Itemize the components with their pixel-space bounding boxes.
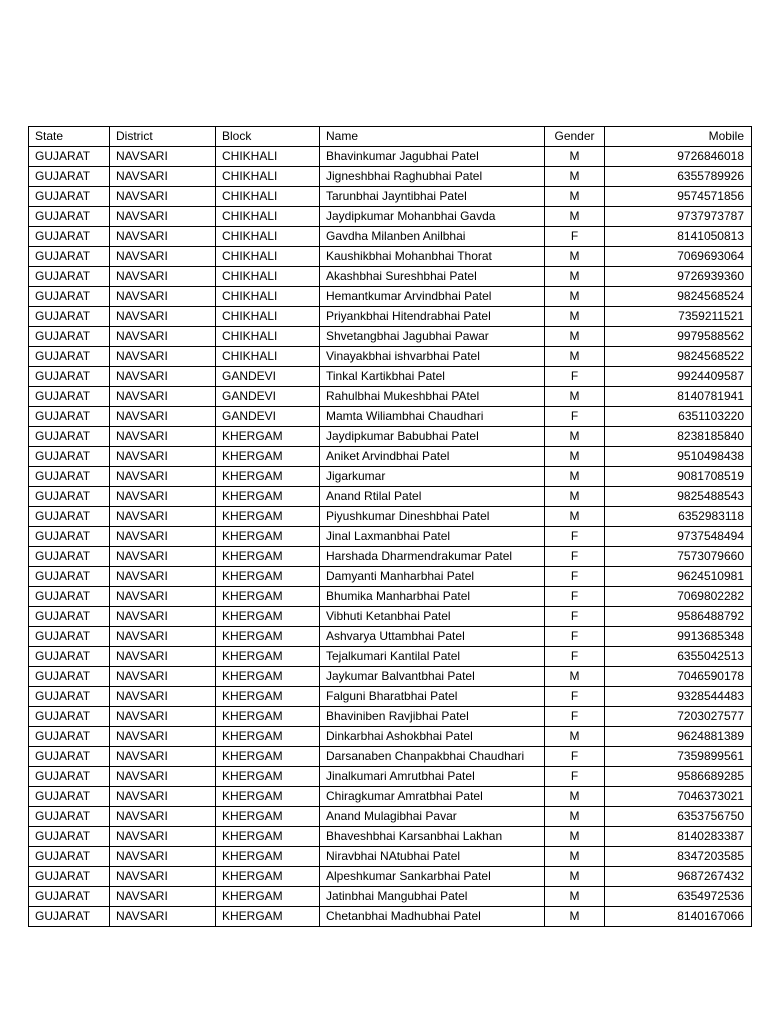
cell-mobile: 9825488543 xyxy=(605,487,752,507)
cell-block: KHERGAM xyxy=(216,707,320,727)
table-row xyxy=(29,807,752,827)
cell-gender: M xyxy=(545,147,605,167)
cell-state: GUJARAT xyxy=(29,447,110,467)
cell-district: NAVSARI xyxy=(110,147,216,167)
cell-state: GUJARAT xyxy=(29,787,110,807)
cell-name: Bhavinkumar Jagubhai Patel xyxy=(320,147,545,167)
cell-gender: M xyxy=(545,827,605,847)
cell-gender: F xyxy=(545,707,605,727)
cell-mobile: 9824568522 xyxy=(605,347,752,367)
cell-district: NAVSARI xyxy=(110,727,216,747)
cell-name: Jinalkumari Amrutbhai Patel xyxy=(320,767,545,787)
cell-name: Jaykumar Balvantbhai Patel xyxy=(320,667,545,687)
cell-state: GUJARAT xyxy=(29,427,110,447)
cell-block: KHERGAM xyxy=(216,547,320,567)
cell-mobile: 9726939360 xyxy=(605,267,752,287)
cell-gender: M xyxy=(545,787,605,807)
cell-mobile: 7046373021 xyxy=(605,787,752,807)
cell-state: GUJARAT xyxy=(29,747,110,767)
cell-gender: M xyxy=(545,167,605,187)
cell-gender: M xyxy=(545,907,605,927)
cell-name: Priyankbhai Hitendrabhai Patel xyxy=(320,307,545,327)
cell-district: NAVSARI xyxy=(110,427,216,447)
cell-block: KHERGAM xyxy=(216,447,320,467)
cell-name: Tinkal Kartikbhai Patel xyxy=(320,367,545,387)
cell-district: NAVSARI xyxy=(110,247,216,267)
cell-mobile: 9586488792 xyxy=(605,607,752,627)
cell-district: NAVSARI xyxy=(110,827,216,847)
table-row xyxy=(29,147,752,167)
cell-district: NAVSARI xyxy=(110,587,216,607)
cell-gender: M xyxy=(545,307,605,327)
cell-state: GUJARAT xyxy=(29,387,110,407)
table-header xyxy=(29,127,752,147)
cell-state: GUJARAT xyxy=(29,407,110,427)
table-row xyxy=(29,667,752,687)
cell-state: GUJARAT xyxy=(29,567,110,587)
cell-mobile: 7069802282 xyxy=(605,587,752,607)
cell-district: NAVSARI xyxy=(110,367,216,387)
cell-block: KHERGAM xyxy=(216,827,320,847)
cell-state: GUJARAT xyxy=(29,287,110,307)
cell-district: NAVSARI xyxy=(110,807,216,827)
cell-name: Vibhuti Ketanbhai Patel xyxy=(320,607,545,627)
cell-district: NAVSARI xyxy=(110,407,216,427)
cell-mobile: 9924409587 xyxy=(605,367,752,387)
cell-name: Jaydipkumar Babubhai Patel xyxy=(320,427,545,447)
cell-district: NAVSARI xyxy=(110,447,216,467)
cell-state: GUJARAT xyxy=(29,327,110,347)
cell-gender: M xyxy=(545,287,605,307)
cell-district: NAVSARI xyxy=(110,567,216,587)
cell-block: KHERGAM xyxy=(216,747,320,767)
cell-gender: F xyxy=(545,547,605,567)
cell-mobile: 9586689285 xyxy=(605,767,752,787)
cell-district: NAVSARI xyxy=(110,847,216,867)
cell-state: GUJARAT xyxy=(29,307,110,327)
cell-state: GUJARAT xyxy=(29,167,110,187)
cell-district: NAVSARI xyxy=(110,327,216,347)
cell-block: CHIKHALI xyxy=(216,147,320,167)
cell-mobile: 6351103220 xyxy=(605,407,752,427)
table-row xyxy=(29,727,752,747)
table-row xyxy=(29,587,752,607)
cell-gender: F xyxy=(545,567,605,587)
table-row xyxy=(29,267,752,287)
cell-name: Anand Rtilal Patel xyxy=(320,487,545,507)
table-row xyxy=(29,607,752,627)
cell-mobile: 9328544483 xyxy=(605,687,752,707)
cell-state: GUJARAT xyxy=(29,487,110,507)
table-row xyxy=(29,427,752,447)
cell-mobile: 8140781941 xyxy=(605,387,752,407)
cell-mobile: 7069693064 xyxy=(605,247,752,267)
cell-name: Bhaveshbhai Karsanbhai Lakhan xyxy=(320,827,545,847)
cell-state: GUJARAT xyxy=(29,207,110,227)
cell-name: Chiragkumar Amratbhai Patel xyxy=(320,787,545,807)
cell-name: Anand Mulagibhai Pavar xyxy=(320,807,545,827)
cell-district: NAVSARI xyxy=(110,527,216,547)
cell-state: GUJARAT xyxy=(29,547,110,567)
cell-mobile: 7359899561 xyxy=(605,747,752,767)
cell-block: KHERGAM xyxy=(216,507,320,527)
cell-name: Tarunbhai Jayntibhai Patel xyxy=(320,187,545,207)
data-sheet xyxy=(28,126,752,927)
cell-mobile: 9737973787 xyxy=(605,207,752,227)
table-row xyxy=(29,527,752,547)
cell-name: Shvetangbhai Jagubhai Pawar xyxy=(320,327,545,347)
header-name: Name xyxy=(320,127,545,147)
cell-name: Jinal Laxmanbhai Patel xyxy=(320,527,545,547)
cell-name: Kaushikbhai Mohanbhai Thorat xyxy=(320,247,545,267)
cell-block: CHIKHALI xyxy=(216,247,320,267)
table-row xyxy=(29,907,752,927)
cell-mobile: 7203027577 xyxy=(605,707,752,727)
cell-gender: F xyxy=(545,227,605,247)
cell-mobile: 9574571856 xyxy=(605,187,752,207)
cell-block: KHERGAM xyxy=(216,607,320,627)
cell-name: Ashvarya Uttambhai Patel xyxy=(320,627,545,647)
cell-mobile: 8347203585 xyxy=(605,847,752,867)
cell-state: GUJARAT xyxy=(29,247,110,267)
cell-block: CHIKHALI xyxy=(216,267,320,287)
cell-block: CHIKHALI xyxy=(216,287,320,307)
cell-state: GUJARAT xyxy=(29,627,110,647)
cell-block: KHERGAM xyxy=(216,887,320,907)
table-row xyxy=(29,787,752,807)
cell-mobile: 6355789926 xyxy=(605,167,752,187)
cell-gender: F xyxy=(545,627,605,647)
cell-state: GUJARAT xyxy=(29,867,110,887)
table-row xyxy=(29,247,752,267)
cell-name: Dinkarbhai Ashokbhai Patel xyxy=(320,727,545,747)
cell-gender: M xyxy=(545,347,605,367)
cell-block: KHERGAM xyxy=(216,527,320,547)
cell-gender: F xyxy=(545,587,605,607)
cell-state: GUJARAT xyxy=(29,267,110,287)
table-row xyxy=(29,747,752,767)
cell-name: Jigarkumar xyxy=(320,467,545,487)
cell-district: NAVSARI xyxy=(110,767,216,787)
cell-state: GUJARAT xyxy=(29,527,110,547)
table-row xyxy=(29,207,752,227)
cell-mobile: 6355042513 xyxy=(605,647,752,667)
cell-mobile: 9624510981 xyxy=(605,567,752,587)
cell-block: KHERGAM xyxy=(216,567,320,587)
cell-gender: M xyxy=(545,667,605,687)
table-row xyxy=(29,447,752,467)
cell-mobile: 9913685348 xyxy=(605,627,752,647)
cell-gender: M xyxy=(545,447,605,467)
cell-block: KHERGAM xyxy=(216,847,320,867)
cell-district: NAVSARI xyxy=(110,167,216,187)
cell-block: GANDEVI xyxy=(216,387,320,407)
cell-block: KHERGAM xyxy=(216,467,320,487)
cell-mobile: 9624881389 xyxy=(605,727,752,747)
table-row xyxy=(29,627,752,647)
cell-name: Tejalkumari Kantilal Patel xyxy=(320,647,545,667)
cell-name: Piyushkumar Dineshbhai Patel xyxy=(320,507,545,527)
cell-district: NAVSARI xyxy=(110,627,216,647)
cell-state: GUJARAT xyxy=(29,187,110,207)
table-body xyxy=(29,147,752,927)
cell-district: NAVSARI xyxy=(110,647,216,667)
cell-gender: M xyxy=(545,247,605,267)
cell-name: Jaydipkumar Mohanbhai Gavda xyxy=(320,207,545,227)
cell-gender: F xyxy=(545,687,605,707)
cell-state: GUJARAT xyxy=(29,467,110,487)
cell-state: GUJARAT xyxy=(29,887,110,907)
cell-gender: M xyxy=(545,427,605,447)
cell-name: Niravbhai NAtubhai Patel xyxy=(320,847,545,867)
table-row xyxy=(29,647,752,667)
cell-block: KHERGAM xyxy=(216,627,320,647)
cell-block: CHIKHALI xyxy=(216,327,320,347)
cell-block: GANDEVI xyxy=(216,367,320,387)
cell-block: KHERGAM xyxy=(216,767,320,787)
cell-block: KHERGAM xyxy=(216,427,320,447)
cell-block: CHIKHALI xyxy=(216,307,320,327)
cell-district: NAVSARI xyxy=(110,747,216,767)
cell-block: KHERGAM xyxy=(216,687,320,707)
table-row xyxy=(29,387,752,407)
cell-mobile: 6352983118 xyxy=(605,507,752,527)
cell-mobile: 9510498438 xyxy=(605,447,752,467)
table-row xyxy=(29,167,752,187)
cell-gender: M xyxy=(545,507,605,527)
cell-name: Alpeshkumar Sankarbhai Patel xyxy=(320,867,545,887)
cell-block: KHERGAM xyxy=(216,807,320,827)
cell-name: Hemantkumar Arvindbhai Patel xyxy=(320,287,545,307)
cell-gender: M xyxy=(545,467,605,487)
cell-mobile: 8141050813 xyxy=(605,227,752,247)
cell-district: NAVSARI xyxy=(110,187,216,207)
cell-gender: F xyxy=(545,747,605,767)
table-row xyxy=(29,547,752,567)
cell-mobile: 7046590178 xyxy=(605,667,752,687)
cell-mobile: 9081708519 xyxy=(605,467,752,487)
table-row xyxy=(29,487,752,507)
cell-mobile: 7359211521 xyxy=(605,307,752,327)
cell-district: NAVSARI xyxy=(110,547,216,567)
cell-gender: F xyxy=(545,407,605,427)
cell-name: Chetanbhai Madhubhai Patel xyxy=(320,907,545,927)
cell-name: Akashbhai Sureshbhai Patel xyxy=(320,267,545,287)
cell-name: Bhaviniben Ravjibhai Patel xyxy=(320,707,545,727)
header-block: Block xyxy=(216,127,320,147)
cell-name: Jigneshbhai Raghubhai Patel xyxy=(320,167,545,187)
cell-state: GUJARAT xyxy=(29,907,110,927)
cell-mobile: 6354972536 xyxy=(605,887,752,907)
table-row xyxy=(29,187,752,207)
cell-name: Rahulbhai Mukeshbhai PAtel xyxy=(320,387,545,407)
cell-state: GUJARAT xyxy=(29,347,110,367)
cell-mobile: 7573079660 xyxy=(605,547,752,567)
header-district: District xyxy=(110,127,216,147)
cell-mobile: 8140167066 xyxy=(605,907,752,927)
cell-block: KHERGAM xyxy=(216,587,320,607)
cell-state: GUJARAT xyxy=(29,687,110,707)
cell-gender: M xyxy=(545,487,605,507)
cell-state: GUJARAT xyxy=(29,367,110,387)
cell-gender: M xyxy=(545,207,605,227)
cell-name: Falguni Bharatbhai Patel xyxy=(320,687,545,707)
cell-state: GUJARAT xyxy=(29,767,110,787)
cell-district: NAVSARI xyxy=(110,507,216,527)
header-state: State xyxy=(29,127,110,147)
cell-state: GUJARAT xyxy=(29,667,110,687)
cell-district: NAVSARI xyxy=(110,487,216,507)
header-mobile: Mobile xyxy=(605,127,752,147)
cell-block: KHERGAM xyxy=(216,867,320,887)
table-row xyxy=(29,467,752,487)
table-row xyxy=(29,367,752,387)
cell-state: GUJARAT xyxy=(29,147,110,167)
table-row xyxy=(29,507,752,527)
cell-block: CHIKHALI xyxy=(216,227,320,247)
cell-block: KHERGAM xyxy=(216,787,320,807)
cell-mobile: 9824568524 xyxy=(605,287,752,307)
cell-mobile: 9979588562 xyxy=(605,327,752,347)
cell-name: Bhumika Manharbhai Patel xyxy=(320,587,545,607)
header-row xyxy=(29,127,752,147)
cell-district: NAVSARI xyxy=(110,887,216,907)
cell-district: NAVSARI xyxy=(110,467,216,487)
table-row xyxy=(29,847,752,867)
table-row xyxy=(29,567,752,587)
cell-district: NAVSARI xyxy=(110,607,216,627)
table-row xyxy=(29,287,752,307)
cell-gender: F xyxy=(545,767,605,787)
records-table xyxy=(28,126,752,927)
cell-name: Mamta Wiliambhai Chaudhari xyxy=(320,407,545,427)
cell-block: CHIKHALI xyxy=(216,207,320,227)
cell-mobile: 9687267432 xyxy=(605,867,752,887)
cell-district: NAVSARI xyxy=(110,207,216,227)
cell-block: CHIKHALI xyxy=(216,167,320,187)
cell-gender: M xyxy=(545,727,605,747)
cell-district: NAVSARI xyxy=(110,307,216,327)
cell-state: GUJARAT xyxy=(29,827,110,847)
cell-block: KHERGAM xyxy=(216,647,320,667)
cell-mobile: 8238185840 xyxy=(605,427,752,447)
cell-block: CHIKHALI xyxy=(216,347,320,367)
cell-mobile: 9737548494 xyxy=(605,527,752,547)
cell-gender: M xyxy=(545,867,605,887)
cell-gender: M xyxy=(545,327,605,347)
cell-name: Darsanaben Chanpakbhai Chaudhari xyxy=(320,747,545,767)
cell-state: GUJARAT xyxy=(29,227,110,247)
cell-gender: M xyxy=(545,187,605,207)
cell-mobile: 9726846018 xyxy=(605,147,752,167)
table-row xyxy=(29,887,752,907)
table-row xyxy=(29,347,752,367)
cell-name: Gavdha Milanben Anilbhai xyxy=(320,227,545,247)
cell-gender: M xyxy=(545,267,605,287)
cell-state: GUJARAT xyxy=(29,607,110,627)
cell-district: NAVSARI xyxy=(110,687,216,707)
header-gender: Gender xyxy=(545,127,605,147)
cell-name: Jatinbhai Mangubhai Patel xyxy=(320,887,545,907)
cell-district: NAVSARI xyxy=(110,907,216,927)
cell-gender: F xyxy=(545,647,605,667)
cell-district: NAVSARI xyxy=(110,387,216,407)
cell-gender: M xyxy=(545,387,605,407)
cell-mobile: 8140283387 xyxy=(605,827,752,847)
cell-gender: M xyxy=(545,887,605,907)
cell-block: GANDEVI xyxy=(216,407,320,427)
cell-district: NAVSARI xyxy=(110,667,216,687)
cell-state: GUJARAT xyxy=(29,587,110,607)
cell-gender: M xyxy=(545,847,605,867)
cell-block: KHERGAM xyxy=(216,487,320,507)
cell-district: NAVSARI xyxy=(110,267,216,287)
table-row xyxy=(29,707,752,727)
cell-state: GUJARAT xyxy=(29,507,110,527)
cell-district: NAVSARI xyxy=(110,347,216,367)
cell-block: KHERGAM xyxy=(216,727,320,747)
cell-mobile: 6353756750 xyxy=(605,807,752,827)
table-row xyxy=(29,327,752,347)
cell-state: GUJARAT xyxy=(29,727,110,747)
cell-gender: F xyxy=(545,367,605,387)
cell-name: Harshada Dharmendrakumar Patel xyxy=(320,547,545,567)
cell-district: NAVSARI xyxy=(110,787,216,807)
cell-district: NAVSARI xyxy=(110,867,216,887)
table-row xyxy=(29,767,752,787)
cell-state: GUJARAT xyxy=(29,707,110,727)
cell-gender: F xyxy=(545,527,605,547)
cell-name: Vinayakbhai ishvarbhai Patel xyxy=(320,347,545,367)
table-row xyxy=(29,867,752,887)
cell-block: CHIKHALI xyxy=(216,187,320,207)
table-row xyxy=(29,307,752,327)
cell-name: Aniket Arvindbhai Patel xyxy=(320,447,545,467)
table-row xyxy=(29,827,752,847)
table-row xyxy=(29,407,752,427)
table-row xyxy=(29,687,752,707)
cell-district: NAVSARI xyxy=(110,287,216,307)
cell-block: KHERGAM xyxy=(216,667,320,687)
cell-state: GUJARAT xyxy=(29,647,110,667)
cell-district: NAVSARI xyxy=(110,227,216,247)
cell-gender: F xyxy=(545,607,605,627)
cell-name: Damyanti Manharbhai Patel xyxy=(320,567,545,587)
cell-state: GUJARAT xyxy=(29,807,110,827)
table-row xyxy=(29,227,752,247)
cell-state: GUJARAT xyxy=(29,847,110,867)
cell-block: KHERGAM xyxy=(216,907,320,927)
cell-gender: M xyxy=(545,807,605,827)
cell-district: NAVSARI xyxy=(110,707,216,727)
